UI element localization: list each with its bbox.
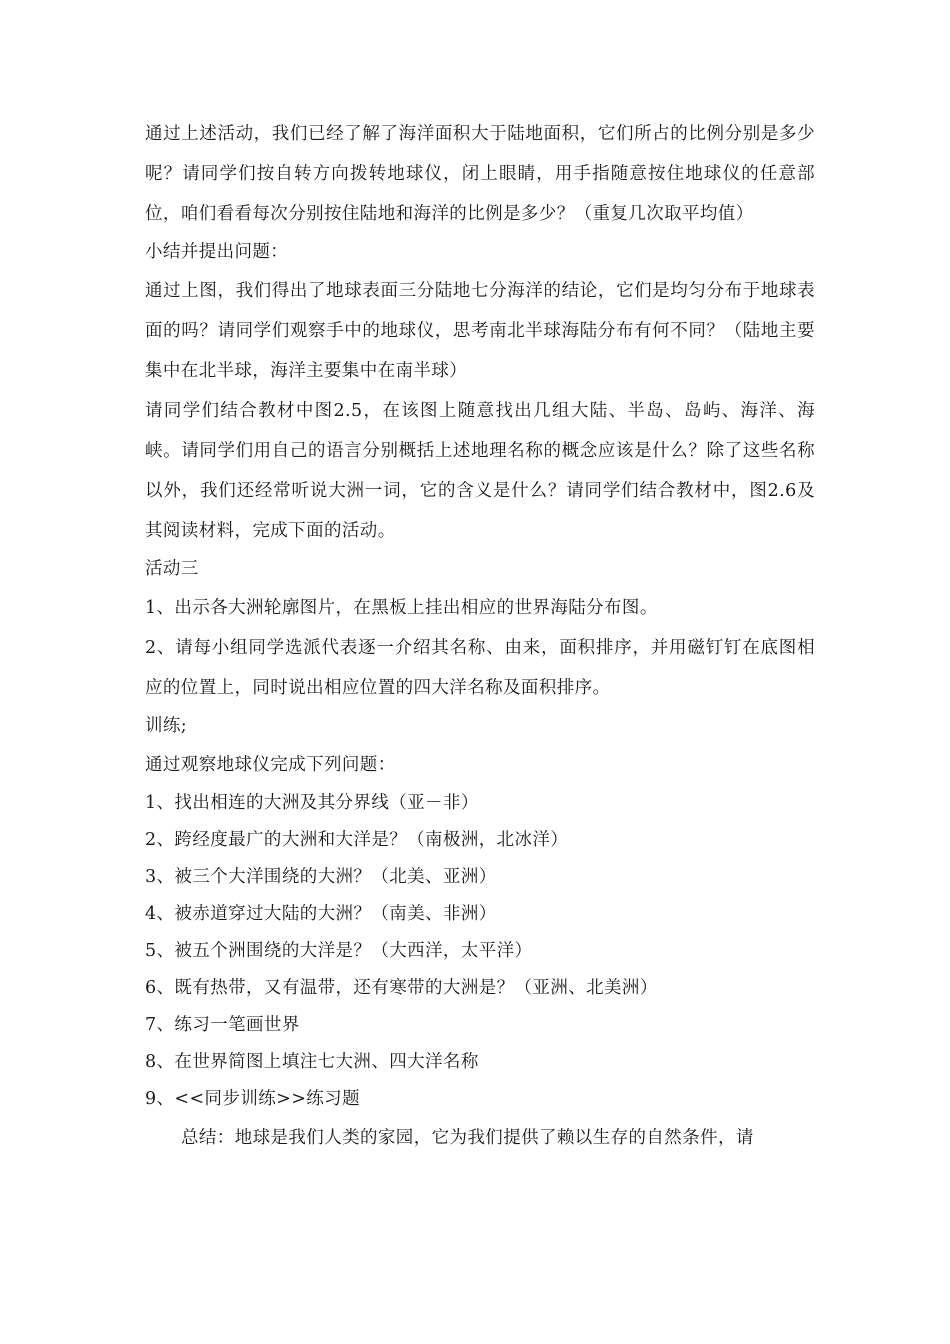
question-item-4: 4、被赤道穿过大陆的大洲？（南美、非洲） xyxy=(145,904,497,924)
paragraph-training-heading: 训练; xyxy=(145,716,188,736)
question-item-8: 8、在世界简图上填注七大洲、四大洋名称 xyxy=(145,1052,479,1072)
question-item-3: 3、被三个大洋围绕的大洲？（北美、亚洲） xyxy=(145,867,497,887)
paragraph-summary-heading: 小结并提出问题： xyxy=(145,242,289,262)
paragraph-training-intro: 通过观察地球仪完成下列问题： xyxy=(145,755,396,775)
paragraph-activity-three: 活动三 xyxy=(145,559,199,579)
question-item-5: 5、被五个洲围绕的大洋是？（大西洋，太平洋） xyxy=(145,941,533,961)
question-item-6: 6、既有热带，又有温带，还有寒带的大洲是？（亚洲、北美洲） xyxy=(145,978,658,998)
question-item-7: 7、练习一笔画世界 xyxy=(145,1015,300,1035)
paragraph-textbook-figure: 请同学们结合教材中图2.5，在该图上随意找出几组大陆、半岛、岛屿、海洋、海峡。请同学们用自己的语言分别概括上述地理名称的概念应该是什么？除了这些名称以外，我们还经常听说大洲一词，它的含义是什么？请同学们结合教材中，图2.6及其阅读材料，完成下面的活动。 xyxy=(145,401,815,541)
question-item-9: 9、<<同步训练>>练习题 xyxy=(145,1089,360,1109)
list-item-1: 1、出示各大洲轮廓图片，在黑板上挂出相应的世界海陆分布图。 xyxy=(145,598,658,618)
question-item-1: 1、找出相连的大洲及其分界线（亚－非） xyxy=(145,793,479,813)
paragraph-distribution-question: 通过上图，我们得出了地球表面三分陆地七分海洋的结论，它们是均匀分布于地球表面的吗？请同学们观察手中的地球仪，思考南北半球海陆分布有何不同？（陆地主要集中在北半球，海洋主要集中在南半球） xyxy=(145,281,815,381)
paragraph-conclusion: 总结：地球是我们人类的家园，它为我们提供了赖以生存的自然条件，请 xyxy=(181,1128,754,1148)
list-item-2: 2、请每小组同学选派代表逐一介绍其名称、由来，面积排序，并用磁钉钉在底图相应的位置上，同时说出相应位置的四大洋名称及面积排序。 xyxy=(145,638,815,698)
paragraph-activity-ratio: 通过上述活动，我们已经了解了海洋面积大于陆地面积，它们所占的比例分别是多少呢？请同学们按自转方向拨转地球仪，闭上眼睛，用手指随意按住地球仪的任意部位，咱们看看每次分别按住陆地和海洋的比例是多少？（重复几次取平均值） xyxy=(145,124,815,224)
document-body xyxy=(145,114,815,1158)
question-item-2: 2、跨经度最广的大洲和大洋是？（南极洲，北冰洋） xyxy=(145,830,569,850)
